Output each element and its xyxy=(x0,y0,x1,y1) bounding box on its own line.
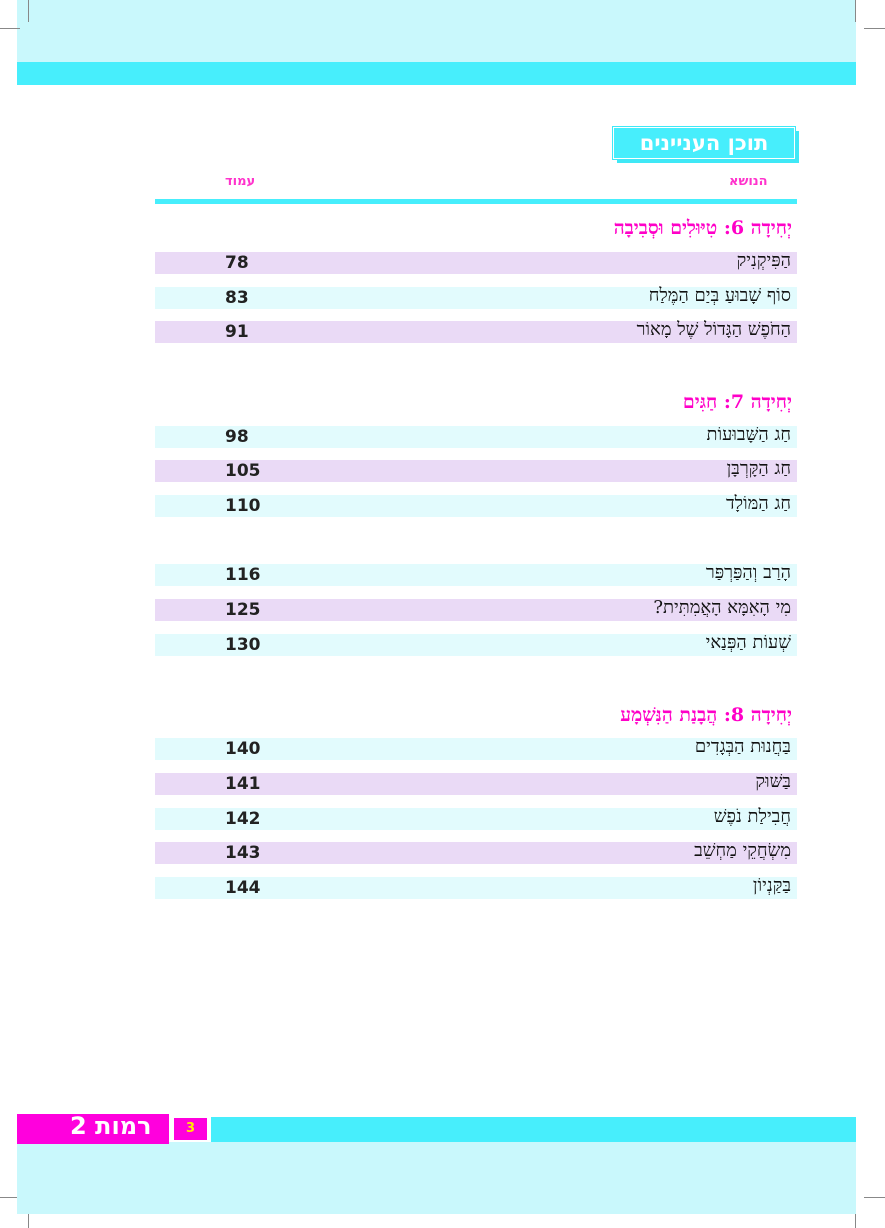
toc-item-page: 144 xyxy=(225,878,261,898)
unit-heading: יְחִידָה 8: הֲבָנַת הַנִּשְׁמָע xyxy=(620,704,792,726)
bottom-band xyxy=(17,1142,856,1214)
crop-mark xyxy=(864,28,885,29)
toc-row[interactable] xyxy=(155,842,797,864)
toc-row[interactable] xyxy=(155,564,797,586)
toc-row[interactable] xyxy=(155,252,797,274)
toc-row[interactable] xyxy=(155,773,797,795)
toc-row[interactable] xyxy=(155,287,797,309)
page-title: תוכן העניינים xyxy=(613,127,795,159)
toc-item-title: בַּקַּנְיוֹן xyxy=(752,875,791,896)
toc-item-title: חַג הַקָּרְבָּן xyxy=(726,458,791,479)
crop-mark xyxy=(28,0,29,22)
bottom-bar xyxy=(211,1117,856,1142)
toc-item-page: 130 xyxy=(225,635,261,655)
toc-item-title: הָרַב וְהַפַּרְפַּר xyxy=(705,562,791,583)
toc-item-title: חַג הַמּוֹלָד xyxy=(725,493,791,514)
toc-item-title: הַפִּיקְנִיק xyxy=(736,250,791,271)
toc-row[interactable] xyxy=(155,599,797,621)
toc-item-page: 141 xyxy=(225,774,261,794)
unit-heading: יְחִידָה 7: חַגִּים xyxy=(682,391,792,413)
toc-row[interactable] xyxy=(155,877,797,899)
toc-item-page: 98 xyxy=(225,427,249,447)
toc-item-title: מִשְׂחֲקֵי מַחְשֵׁב xyxy=(694,840,791,861)
crop-mark xyxy=(855,0,856,22)
toc-item-title: בַּחֲנוּת הַבְּגָדִים xyxy=(694,736,791,757)
page-number: 3 xyxy=(172,1116,209,1142)
toc-item-page: 140 xyxy=(225,739,261,759)
crop-mark xyxy=(0,28,20,29)
toc-item-title: שְׁעוֹת הַפְּנַאי xyxy=(705,632,791,653)
book-title: רמות 2 xyxy=(70,1112,152,1140)
toc-item-title: בַּשּׁוּק xyxy=(755,771,791,792)
toc-item-title: סוֹף שָׁבוּעַ בְּיַם הַמֶּלַח xyxy=(648,285,791,306)
toc-item-page: 78 xyxy=(225,253,249,273)
toc-row[interactable] xyxy=(155,321,797,343)
toc-title-box xyxy=(613,127,799,163)
toc-item-page: 105 xyxy=(225,461,261,481)
unit-heading: יְחִידָה 6: טִיּוּלִים וּסְבִיבָה xyxy=(613,217,792,239)
toc-item-page: 83 xyxy=(225,288,249,308)
toc-item-page: 91 xyxy=(225,322,249,342)
toc-item-title: חַג הַשָּׁבוּעוֹת xyxy=(706,424,791,445)
toc-row[interactable] xyxy=(155,634,797,656)
toc-row[interactable] xyxy=(155,426,797,448)
header-rule xyxy=(155,199,797,204)
column-header-topic: הנושא xyxy=(729,174,768,189)
toc-item-title: הַחֹפֶשׁ הַגָּדוֹל שֶׁל מָאוֹר xyxy=(636,319,791,340)
toc-item-page: 125 xyxy=(225,600,261,620)
toc-row[interactable] xyxy=(155,808,797,830)
toc-item-page: 143 xyxy=(225,843,261,863)
toc-row[interactable] xyxy=(155,495,797,517)
toc-item-page: 116 xyxy=(225,565,261,585)
toc-item-title: חֲבִילַת נֹפֶשׁ xyxy=(713,806,791,827)
top-band xyxy=(17,0,856,62)
toc-item-title: מִי הָאִמָּא הָאֲמִתִּית? xyxy=(653,597,791,618)
toc-row[interactable] xyxy=(155,460,797,482)
crop-mark xyxy=(864,1197,885,1198)
toc-item-page: 142 xyxy=(225,809,261,829)
toc-row[interactable] xyxy=(155,738,797,760)
column-header-page: עמוד xyxy=(225,174,256,189)
top-bar xyxy=(17,62,856,85)
toc-item-page: 110 xyxy=(225,496,261,516)
